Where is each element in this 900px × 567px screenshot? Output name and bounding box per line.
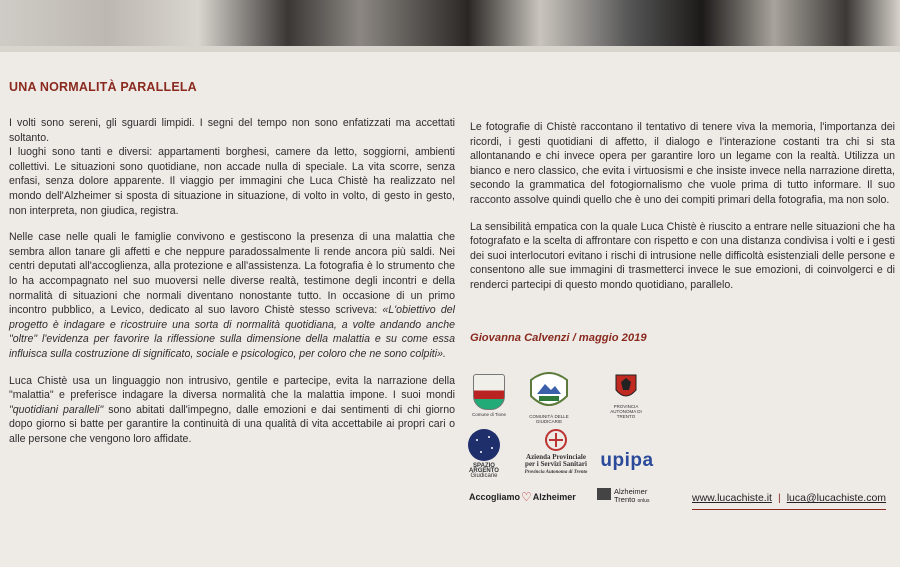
comunita-crest-icon bbox=[527, 372, 571, 412]
alzheimer-trento-icon bbox=[597, 488, 611, 500]
upipa-logo bbox=[591, 450, 663, 472]
paragraph-1-body: I luoghi sono tanti e diversi: appartamenti borghesi, camere da letto, soggiorni, ambienti collettivi. Le situazioni sono quotidiane, non accade nulla di speciale. La vita scorre, senza enfasi, senza dolore apparente. Il viaggio per immagini che Luca Chistè ha realizzato nel mondo dell'Alzheimer si sposta di situazione in situazione, di volto in volto, di gesto in gesto, non interpreta, non giudica, registra. bbox=[9, 146, 455, 217]
paragraph-3-body-a: Luca Chistè usa un linguaggio non intrusivo, gentile e partecipe, evita la narrazione della "malattia" e preferisce indagare la diversa normalità che la malattia impone. I suoi mondi bbox=[9, 374, 455, 402]
comune-logo-label: Comune di Tione bbox=[471, 412, 507, 417]
comune-logo bbox=[469, 374, 509, 417]
alzheimer-trento-label: Alzheimer Trento onlus bbox=[614, 487, 650, 504]
right-column bbox=[470, 120, 895, 305]
provincia-logo-label: PROVINCIA AUTONOMA DI TRENTO bbox=[610, 404, 642, 419]
paragraph-3 bbox=[9, 374, 455, 447]
paragraph-5: La sensibilità empatica con la quale Luca Chistè è riuscito a entrare nelle situazioni che ha fotografato e la scelta di affrontare con rispetto e con una distanza condivisa i volti e i gesti dei suoi interlocutori evitano i rischi di intrusione nelle difficoltà esistenziali delle persone e consentono alle sue immagini di trasmetterci invece le sue emozioni, di coinvolgerci e di renderci partecipi di questo mondo quotidiano, parallelo. bbox=[470, 220, 895, 291]
page-title: UNA NORMALITÀ PARALLELA bbox=[9, 80, 197, 94]
website-link[interactable]: www.lucachiste.it bbox=[692, 492, 772, 504]
apss-logo bbox=[511, 428, 601, 476]
spazio-argento-icon bbox=[467, 428, 501, 462]
paragraph-2-quote: «L'obiettivo del progetto è indagare e ricostruire una sorta di normalità quotidiana, a volte andando anche "oltre" l'evidenza per favorire la riflessione sulla dimensione della malattia e su come essa influisca sulla costruzione di significato, sociale e psicologico, per coloro che ne sono colpiti». bbox=[9, 304, 455, 360]
apss-icon bbox=[544, 428, 568, 452]
alzheimer-trento-logo bbox=[597, 488, 667, 505]
author-signature: Giovanna Calvenzi / maggio 2019 bbox=[470, 332, 647, 344]
email-link[interactable]: luca@lucachiste.com bbox=[786, 492, 887, 504]
comunita-logo-label: COMUNITÀ DELLE GIUDICARIE bbox=[529, 414, 569, 424]
paragraph-4: Le fotografie di Chistè raccontano il tentativo di tenere viva la memoria, l'importanza dei ricordi, i gesti quotidiani di affetto, il dialogo e l'interazione costanti tra chi si sta allontanando e chi invece opera per garantire loro un legame con la realtà. Utilizza un bianco e nero classico, che evita i virtuosismi e che insiste invece nella narrazione diretta, secondo la grammatica del fotogiornalismo che vuole prima di tutto informare. Il suo racconto assolve quindi quello che è uno dei compiti primari della fotografia, ma non solo. bbox=[470, 121, 895, 206]
comune-crest-icon bbox=[473, 374, 505, 410]
heart-icon: ♡ bbox=[521, 490, 532, 504]
provincia-eagle-icon bbox=[613, 372, 639, 402]
accogliamo-word: Accogliamo bbox=[469, 492, 521, 502]
paragraph-3-quote: "quotidiani paralleli" bbox=[9, 403, 104, 416]
header-photo-strip bbox=[0, 0, 900, 52]
spazio-argento-logo bbox=[465, 428, 503, 479]
paragraph-1 bbox=[9, 116, 455, 218]
paragraph-2 bbox=[9, 230, 455, 361]
spazio-argento-label: SPAZIO ARGENTO Giudicarie bbox=[469, 463, 499, 479]
sponsor-logos bbox=[465, 368, 705, 518]
provincia-logo bbox=[603, 372, 649, 419]
link-separator: | bbox=[777, 492, 781, 504]
contact-links bbox=[692, 492, 886, 510]
paragraph-3-body-b: sono abitati dall'impegno, dalle emozioni e dai sentimenti di chi giorno dopo giorno si batte per garantire la continuità di una qualità di vita accettabile ai propri cari o alle persone che vengono loro affidate. bbox=[9, 403, 455, 445]
alzheimer-word: Alzheimer bbox=[532, 492, 576, 502]
accogliamo-logo bbox=[469, 490, 579, 504]
apss-label: Azienda Provinciale per i Servizi Sanitari Provincia Autonoma di Trento bbox=[524, 453, 588, 475]
paragraph-2-body: Nelle case nelle quali le famiglie convivono e gestiscono la presenza di una malattia che sembra allon tanare gli affetti e che neppure paradossalmente li rende ancora più saldi. Nei centri deputati all'accoglienza, alla protezione e all'assistenza. La fotografia è lo strumento che lo ha accompagnato nel suo muoversi nelle diverse realtà, testimone degli incontri e della normalità di situazioni che normali diventano nonostante tutto. In occasione di un primo incontro pubblico, a Levico, dedicato al suo lavoro Chistè stesso scriveva: bbox=[9, 231, 455, 317]
upipa-wordmark: upipa bbox=[600, 450, 654, 471]
paragraph-1-intro: I volti sono sereni, gli sguardi limpidi. I segni del tempo non sono enfatizzati ma accettati soltanto. bbox=[9, 117, 455, 144]
left-column bbox=[9, 116, 455, 458]
comunita-logo bbox=[523, 372, 575, 424]
